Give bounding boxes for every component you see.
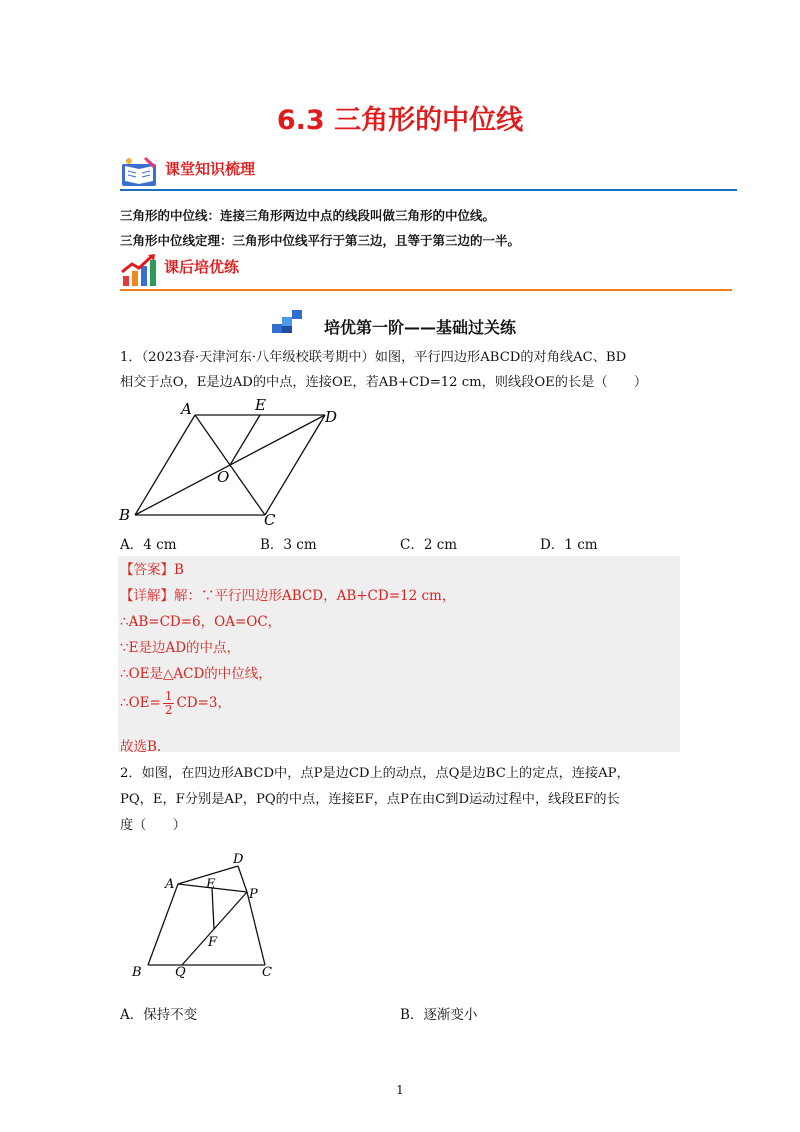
- definition-line: 三角形的中位线：连接三角形两边中点的线段叫做三角形的中位线。: [120, 208, 496, 223]
- detail-line-3: ∵E是边AD的中点，: [120, 640, 241, 656]
- label-P: P: [249, 887, 258, 902]
- answer-line: 【答案】B: [120, 562, 184, 578]
- book-icon: [120, 154, 160, 190]
- label-F: F: [208, 935, 218, 950]
- label-A: A: [181, 400, 192, 418]
- fraction-half: $\frac{1}{2}$: [164, 689, 173, 717]
- label-D: D: [233, 852, 244, 867]
- section-heading-practice: 课后培优练: [164, 258, 240, 276]
- subheading: 培优第一阶——基础过关练: [323, 318, 516, 337]
- option-a: A．4 cm: [120, 537, 177, 553]
- label-E: E: [206, 877, 216, 892]
- question-2-line-3: 度（ ）: [120, 818, 186, 833]
- question-2-line-2: PQ，E，F分别是AP，PQ的中点，连接EF，点P在由C到D运动过程中，线段EF的长: [120, 792, 620, 807]
- option-b: B．3 cm: [260, 537, 317, 553]
- detail-line-2: ∴AB=CD=6，OA=OC，: [120, 614, 282, 630]
- question-2-line-1: 2．如图，在四边形ABCD中，点P是边CD上的动点，点Q是边BC上的定点，连接AP，: [120, 766, 630, 781]
- label-B: B: [119, 506, 131, 524]
- detail-line-5: ∴OE= $\frac{1}{2}$ CD=3，: [120, 689, 232, 717]
- rising-chart-icon: [120, 252, 158, 288]
- label-B: B: [132, 965, 142, 980]
- label-E: E: [255, 398, 266, 414]
- detail-line-1: 【详解】解：∵平行四边形ABCD，AB+CD=12 cm，: [120, 588, 456, 604]
- label-D: D: [325, 408, 338, 426]
- page-title: 6.3 三角形的中位线: [276, 105, 524, 136]
- theorem-line: 三角形中位线定理：三角形中位线平行于第三边，且等于第三边的一半。: [120, 233, 521, 248]
- question-1-line-1: 1．（2023春·天津河东·八年级校联考期中）如图，平行四边形ABCD的对角线AC、BD: [120, 350, 627, 365]
- label-O: O: [217, 468, 230, 486]
- page-number: 1: [396, 1083, 404, 1097]
- option-d: D．1 cm: [540, 537, 598, 553]
- label-C: C: [262, 965, 272, 980]
- q2-option-b: B．逐渐变小: [400, 1007, 478, 1023]
- detail-line-6: 故选B.: [120, 739, 162, 755]
- option-c: C．2 cm: [400, 537, 458, 553]
- question-1-line-2: 相交于点O，E是边AD的中点，连接OE，若AB+CD=12 cm，则线段OE的长是（ ）: [120, 375, 648, 390]
- label-Q: Q: [175, 965, 186, 980]
- q2-option-a: A．保持不变: [120, 1007, 198, 1023]
- section-divider-blue: [120, 189, 737, 191]
- label-A: A: [165, 877, 175, 892]
- quadrilateral-figure: [130, 850, 290, 982]
- label-C: C: [264, 511, 276, 529]
- section-divider-orange: [120, 289, 732, 291]
- section-heading-knowledge: 课堂知识梳理: [165, 160, 256, 178]
- parallelogram-figure: [115, 398, 355, 530]
- detail-line-4: ∴OE是△ACD的中位线，: [120, 666, 272, 682]
